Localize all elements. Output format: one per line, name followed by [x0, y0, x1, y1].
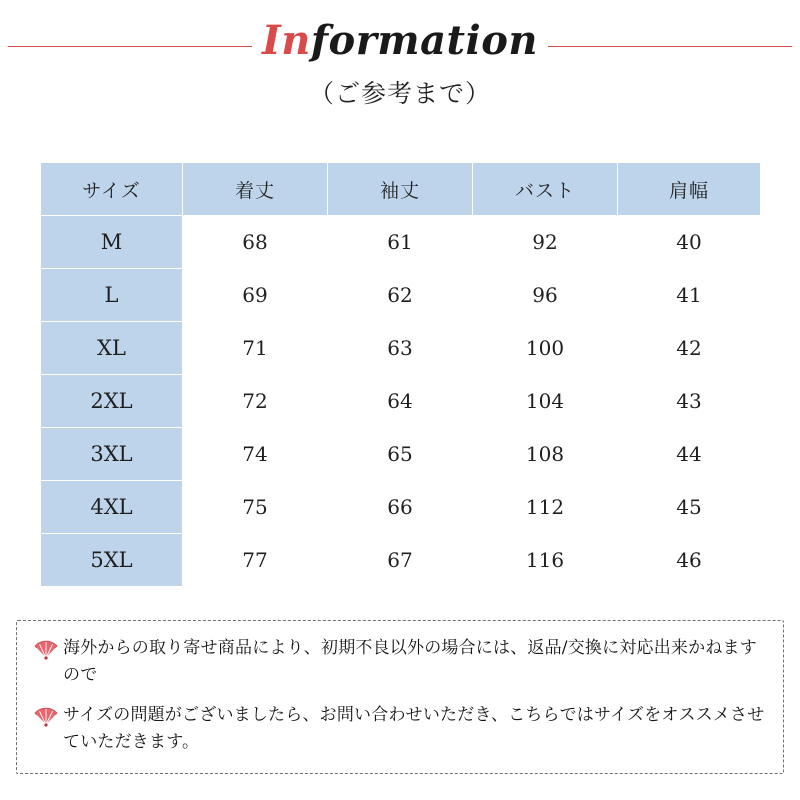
header-rule-right: [530, 46, 792, 47]
cell-sleeve: 67: [328, 534, 473, 587]
table-row: [41, 534, 761, 587]
cell-sleeve: 66: [328, 481, 473, 534]
cell-shoulder: 45: [618, 481, 761, 534]
page-title-accent: In: [262, 16, 311, 64]
notes-box: [16, 620, 784, 774]
size-table: [40, 162, 761, 587]
table-row: [41, 481, 761, 534]
cell-shoulder: 41: [618, 269, 761, 322]
table-row: [41, 375, 761, 428]
note-text: サイズの問題がございましたら、お問い合わせいただき、こちらではサイズをオススメさせていただきます。: [63, 704, 765, 753]
cell-size: 5XL: [41, 534, 183, 587]
column-header-size: サイズ: [41, 163, 183, 216]
page-title-rest: formation: [310, 16, 538, 64]
cell-shoulder: 46: [618, 534, 761, 587]
table-header-row: [41, 163, 761, 216]
page-subtitle: （ご参考まで）: [308, 79, 491, 108]
cell-size: 2XL: [41, 375, 183, 428]
table-row: [41, 269, 761, 322]
size-table-wrapper: [40, 162, 760, 587]
size-table-body: [41, 216, 761, 587]
cell-sleeve: 65: [328, 428, 473, 481]
cell-length: 77: [183, 534, 328, 587]
cell-bust: 96: [473, 269, 618, 322]
cell-sleeve: 61: [328, 216, 473, 269]
cell-bust: 100: [473, 322, 618, 375]
cell-length: 75: [183, 481, 328, 534]
cell-bust: 104: [473, 375, 618, 428]
column-header-length: 着丈: [183, 163, 328, 216]
cell-sleeve: 63: [328, 322, 473, 375]
folding-fan-icon: [33, 705, 59, 727]
cell-size: 4XL: [41, 481, 183, 534]
table-row: [41, 216, 761, 269]
folding-fan-icon: [33, 638, 59, 660]
note-item: [33, 635, 767, 690]
cell-shoulder: 42: [618, 322, 761, 375]
cell-length: 69: [183, 269, 328, 322]
cell-size: 3XL: [41, 428, 183, 481]
table-row: [41, 322, 761, 375]
column-header-sleeve: 袖丈: [328, 163, 473, 216]
cell-length: 74: [183, 428, 328, 481]
cell-length: 72: [183, 375, 328, 428]
cell-size: L: [41, 269, 183, 322]
cell-bust: 112: [473, 481, 618, 534]
column-header-shoulder: 肩幅: [618, 163, 761, 216]
cell-size: M: [41, 216, 183, 269]
cell-sleeve: 64: [328, 375, 473, 428]
page-header: [0, 0, 800, 80]
note-text: 海外からの取り寄せ商品により、初期不良以外の場合には、返品/交換に対応出来かねますので: [63, 637, 757, 686]
cell-bust: 116: [473, 534, 618, 587]
cell-shoulder: 40: [618, 216, 761, 269]
cell-length: 68: [183, 216, 328, 269]
cell-shoulder: 44: [618, 428, 761, 481]
cell-shoulder: 43: [618, 375, 761, 428]
table-row: [41, 428, 761, 481]
size-table-head: [41, 163, 761, 216]
note-item: [33, 702, 767, 757]
cell-size: XL: [41, 322, 183, 375]
page-title: [252, 17, 548, 64]
cell-bust: 108: [473, 428, 618, 481]
cell-sleeve: 62: [328, 269, 473, 322]
header-rule-left: [8, 46, 270, 47]
cell-bust: 92: [473, 216, 618, 269]
cell-length: 71: [183, 322, 328, 375]
column-header-bust: バスト: [473, 163, 618, 216]
